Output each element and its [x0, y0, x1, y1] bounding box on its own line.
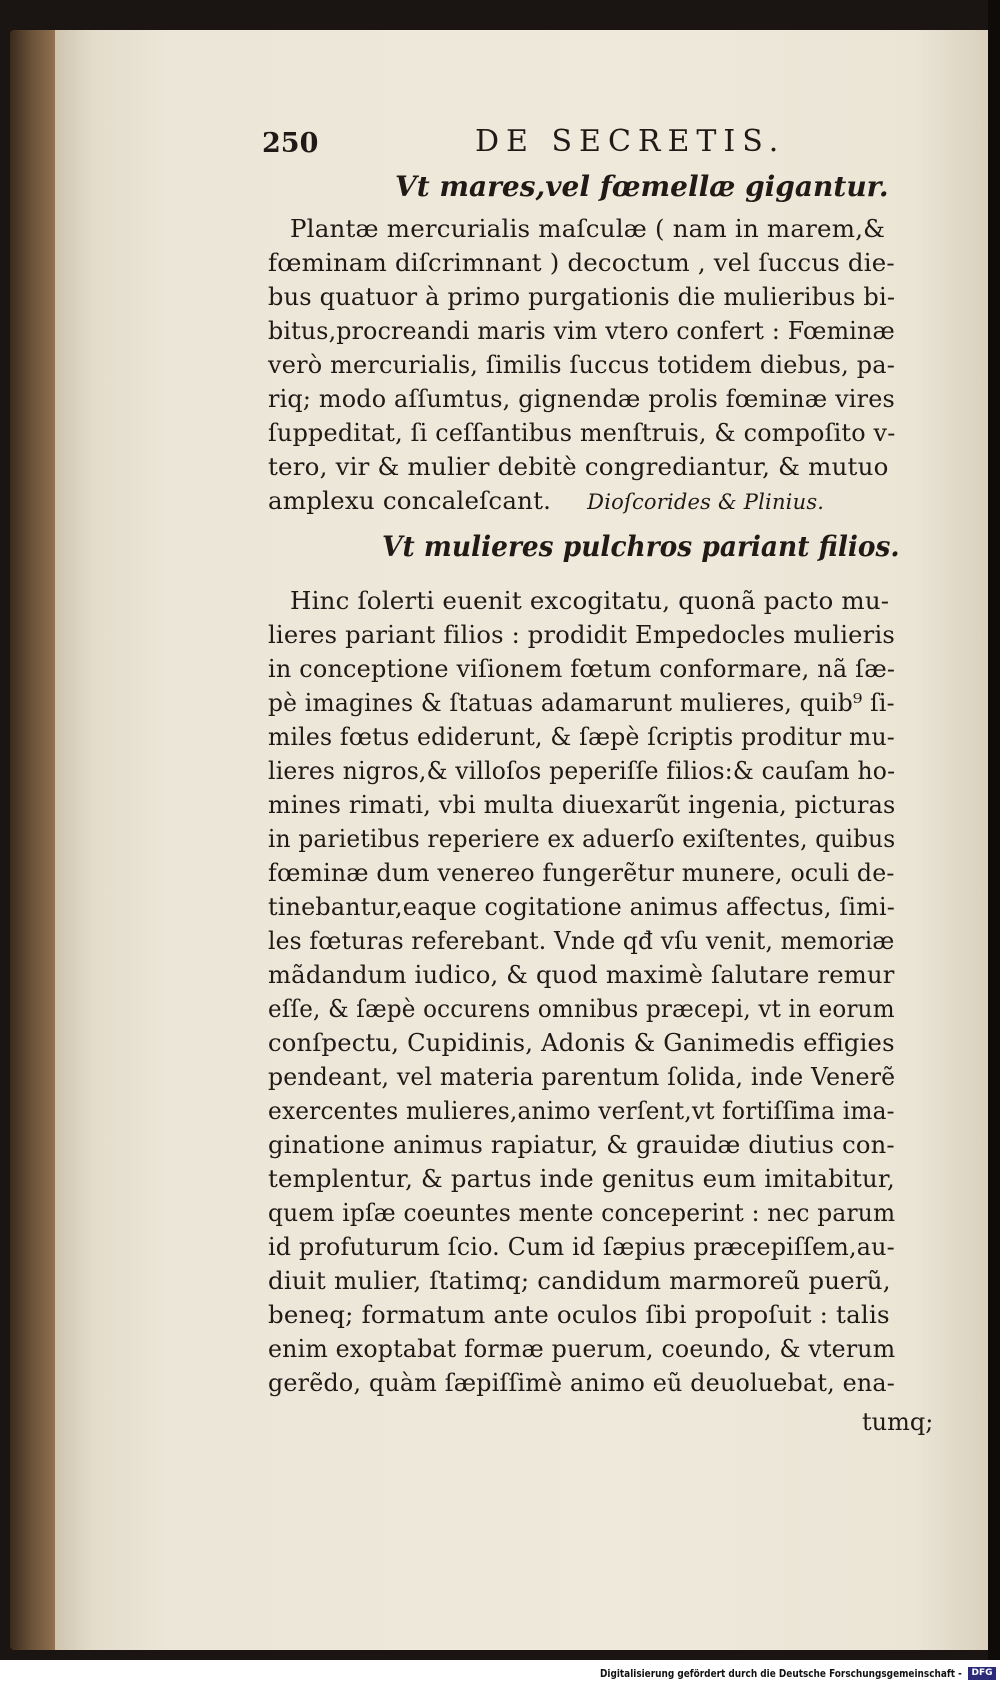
text-line: bitus,procreandi maris vim vtero confert : Fœminæ [268, 316, 895, 345]
text-line: mãdandum iudico, & quod maximè ſalutare remur [268, 960, 895, 989]
text-line: gerẽdo, quàm ſæpiſſimè animo eũ deuoluebat, ena- [268, 1368, 895, 1397]
text-line: bus quatuor à primo purgationis die mulieribus bi- [268, 282, 896, 311]
page-number: 250 [262, 128, 319, 159]
text-line: verò mercurialis, ſimilis ſuccus totidem diebus, pa- [268, 350, 896, 379]
text-line: templentur, & partus inde genitus eum imitabitur, [268, 1164, 895, 1193]
text-line: enim exoptabat formæ puerum, coeundo, & vterum [268, 1334, 896, 1363]
text-line: diuit mulier, ſtatimq; candidum marmoreũ puerũ, [268, 1266, 891, 1295]
text-line: id profuturum ſcio. Cum id ſæpius præcepiſſem,au- [268, 1232, 895, 1261]
text-line: in parietibus reperiere ex aduerſo exiſtentes, quibus [268, 824, 896, 853]
text-line: lieres nigros,& villoſos peperiſſe filios:& cauſam ho- [268, 756, 896, 785]
text-line: riq; modo aſſumtus, gignendæ prolis fœminæ vires [268, 384, 895, 413]
text-line: in conceptione viſionem fœtum conformare, nã ſæ- [268, 654, 896, 683]
digitization-credit: Digitalisierung gefördert durch die Deutsche Forschungsgemeinschaft - [600, 1668, 962, 1680]
text-line: exercentes mulieres,animo verſent,vt fortiſſima ima- [268, 1096, 895, 1125]
source-citation: Dioſcorides & Plinius. [587, 490, 825, 514]
text-line: quem ipſæ coeuntes mente conceperint : nec parum [268, 1198, 896, 1227]
dfg-logo: DFG [968, 1667, 996, 1680]
text-line: tinebantur,eaque cogitatione animus affectus, ſimi- [268, 892, 896, 921]
scanner-right-edge [988, 0, 1000, 1660]
text-line: ſuppeditat, ſi ceſſantibus menſtruis, & compoſito v- [268, 418, 896, 447]
text-line: lieres pariant filios : prodidit Empedocles mulieris [268, 620, 895, 649]
text-line: beneq; formatum ante oculos ſibi propoſuit : talis [268, 1300, 890, 1329]
text-line: pendeant, vel materia parentum ſolida, inde Venerẽ [268, 1062, 896, 1091]
text-line: Plantæ mercurialis maſculæ ( nam in marem,& [290, 214, 886, 243]
section-heading: Vt mulieres pulchros pariant filios. [382, 530, 900, 563]
text-line-end: amplexu concaleſcant. [268, 486, 552, 515]
text-line: fœminam diſcrimnant ) decoctum , vel ſuccus die- [268, 248, 895, 277]
text-line: ginatione animus rapiatur, & grauidæ diutius con- [268, 1130, 895, 1159]
running-head: DE SECRETIS. [475, 124, 786, 159]
text-line: tero, vir & mulier debitè congrediantur, & mutuo [268, 452, 889, 481]
text-line-last [268, 486, 824, 515]
text-line: pè imagines & ſtatuas adamarunt mulieres, quib⁹ ſi- [268, 688, 895, 717]
text-line: Hinc ſolerti euenit excogitatu, quonã pacto mu- [290, 586, 890, 615]
text-line: miles fœtus ediderunt, & ſæpè ſcriptis proditur mu- [268, 722, 895, 751]
section-heading: Vt mares,vel fœmellæ gigantur. [395, 170, 889, 203]
text-line: fœminæ dum venereo fungerẽtur munere, oculi de- [268, 858, 895, 887]
text-line: conſpectu, Cupidinis, Adonis & Ganimedis effigies [268, 1028, 895, 1057]
text-line: mines rimati, vbi multa diuexarũt ingenia, picturas [268, 790, 896, 819]
text-line: les fœturas referebant. Vnde qđ vſu venit, memoriæ [268, 926, 895, 955]
catchword: tumq; [862, 1408, 934, 1436]
text-line: eſſe, & ſæpè occurens omnibus præcepi, vt in eorum [268, 994, 895, 1023]
